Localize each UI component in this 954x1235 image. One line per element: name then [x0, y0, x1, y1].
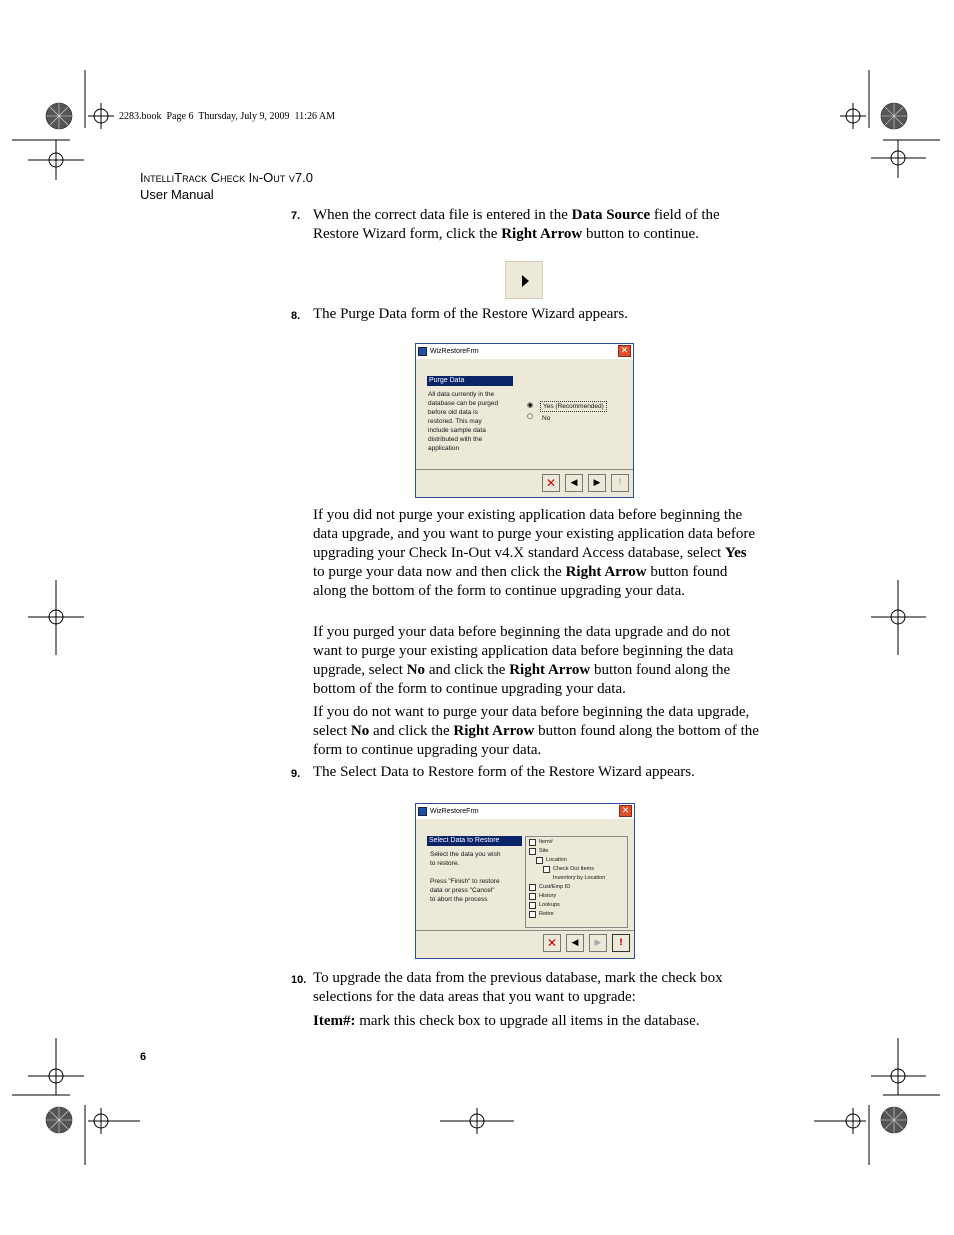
purge-description: [428, 390, 518, 453]
window-footer: [416, 469, 633, 497]
window-footer: [416, 930, 634, 958]
paragraph-no-purge: [313, 703, 759, 760]
desc-line: restored. This may: [428, 418, 482, 425]
select-data-window: [415, 803, 635, 959]
bold-term: Right Arrow: [509, 662, 591, 678]
step-8-text: The Purge Data form of the Restore Wizard appears.: [313, 306, 628, 322]
checkbox-cust-emp[interactable]: Cust/Emp ID: [529, 884, 570, 891]
checkbox-history[interactable]: History: [529, 893, 556, 900]
desc-line: to restore.: [430, 860, 460, 867]
desc-line: Select the data you wish: [430, 851, 501, 858]
text: If you purged your data before beginning the data upgrade and do not want to purge your existing application data before beginning the data upgrade, select: [313, 624, 734, 678]
text: to purge your data now and then click the: [313, 564, 566, 580]
step-number: 8.: [291, 310, 301, 322]
item-description: [313, 1012, 759, 1031]
bold-term: Item#:: [313, 1013, 356, 1029]
text: button to continue.: [582, 226, 699, 242]
step-7-text: [313, 206, 763, 244]
cancel-button[interactable]: ✕: [542, 474, 560, 492]
close-icon[interactable]: ✕: [618, 345, 631, 357]
running-subtitle: User Manual: [140, 187, 214, 202]
book-info: 2283.book Page 6 Thursday, July 9, 2009 11:26 AM: [119, 111, 336, 122]
right-arrow-button[interactable]: [505, 261, 543, 299]
radio-no[interactable]: ○: [527, 412, 534, 420]
text: button found along the bottom of the form to continue upgrading your data.: [313, 662, 731, 697]
desc-line: Press "Finish" to restore: [430, 878, 500, 885]
desc-line: to abort the process: [430, 896, 488, 903]
running-title: IntelliTrack Check In-Out v7.0: [140, 170, 313, 185]
checkbox-location[interactable]: Location: [536, 857, 567, 864]
text: When the correct data file is entered in the: [313, 207, 572, 223]
paragraph-purge-yes: [313, 506, 759, 601]
text: button found along the bottom of the form to continue upgrading your data.: [313, 723, 759, 758]
page-number: 6: [140, 1051, 147, 1063]
desc-line: database can be purged: [428, 400, 499, 407]
checkbox-panel: [525, 836, 628, 928]
option-yes-label: Yes (Recommended): [540, 401, 607, 412]
text: mark this check box to upgrade all items in the database.: [355, 1013, 700, 1029]
app-icon: [418, 347, 427, 356]
radio-yes[interactable]: ◉: [527, 401, 534, 409]
bold-term: Right Arrow: [565, 564, 647, 580]
back-button[interactable]: ◀: [566, 934, 584, 952]
desc-line: distributed with the: [428, 436, 483, 443]
option-no-label: No: [542, 415, 551, 422]
desc-line: before old data is: [428, 409, 478, 416]
bold-term: No: [406, 662, 426, 678]
checkbox-inventory-by-location: Inventory by Location: [553, 875, 606, 881]
text: button found along the bottom of the form to continue upgrading your data.: [313, 564, 728, 599]
step-10-text: To upgrade the data from the previous database, mark the check box selections for the data areas that you want to upgrade:: [313, 970, 723, 1005]
paragraph-purge-no: [313, 623, 759, 699]
next-button[interactable]: ▶: [588, 474, 606, 492]
text: field of the Restore Wizard form, click the: [313, 207, 720, 242]
desc-line: application: [428, 445, 460, 452]
text: If you did not purge your existing application data before beginning the data upgrade, and you want to purge your existing application data before upgrading your Check In-Out v4.X standard Access database, select: [313, 507, 756, 561]
right-arrow-icon: [506, 262, 542, 298]
select-description: [430, 850, 522, 904]
bold-term: No: [350, 723, 370, 739]
desc-line: All data currently in the: [428, 391, 495, 398]
finish-button[interactable]: !: [612, 934, 630, 952]
text: If you do not want to purge your data before beginning the data upgrade, select: [313, 704, 750, 739]
bold-term: Yes: [724, 545, 747, 561]
bold-term: Right Arrow: [453, 723, 535, 739]
step-number: 9.: [291, 768, 301, 780]
purge-data-window: [415, 343, 634, 498]
step-9-text: The Select Data to Restore form of the Restore Wizard appears.: [313, 764, 695, 780]
checkbox-check-out-items[interactable]: Check Out Items: [543, 866, 594, 873]
bold-term: Data Source: [571, 207, 651, 223]
close-icon[interactable]: ✕: [619, 805, 632, 817]
back-button[interactable]: ◀: [565, 474, 583, 492]
window-title: WizRestoreFrm: [430, 808, 479, 815]
window-title: WizRestoreFrm: [430, 348, 479, 355]
checkbox-retire[interactable]: Retire: [529, 911, 554, 918]
step-number: 10.: [291, 974, 307, 986]
desc-line: data or press "Cancel": [430, 887, 495, 894]
window-titlebar: [416, 804, 634, 819]
desc-line: include sample data: [428, 427, 486, 434]
select-header: Select Data to Restore: [427, 836, 522, 846]
step-number: 7.: [291, 210, 301, 222]
window-titlebar: [416, 344, 633, 359]
text: and click the: [425, 662, 510, 678]
checkbox-item[interactable]: Item#: [529, 839, 553, 846]
purge-header: Purge Data: [427, 376, 513, 386]
checkbox-lookups[interactable]: Lookups: [529, 902, 560, 909]
finish-button[interactable]: !: [611, 474, 629, 492]
bold-term: Right Arrow: [501, 226, 583, 242]
app-icon: [418, 807, 427, 816]
text: and click the: [369, 723, 454, 739]
checkbox-site[interactable]: Site: [529, 848, 548, 855]
cancel-button[interactable]: ✕: [543, 934, 561, 952]
next-button[interactable]: ▶: [589, 934, 607, 952]
